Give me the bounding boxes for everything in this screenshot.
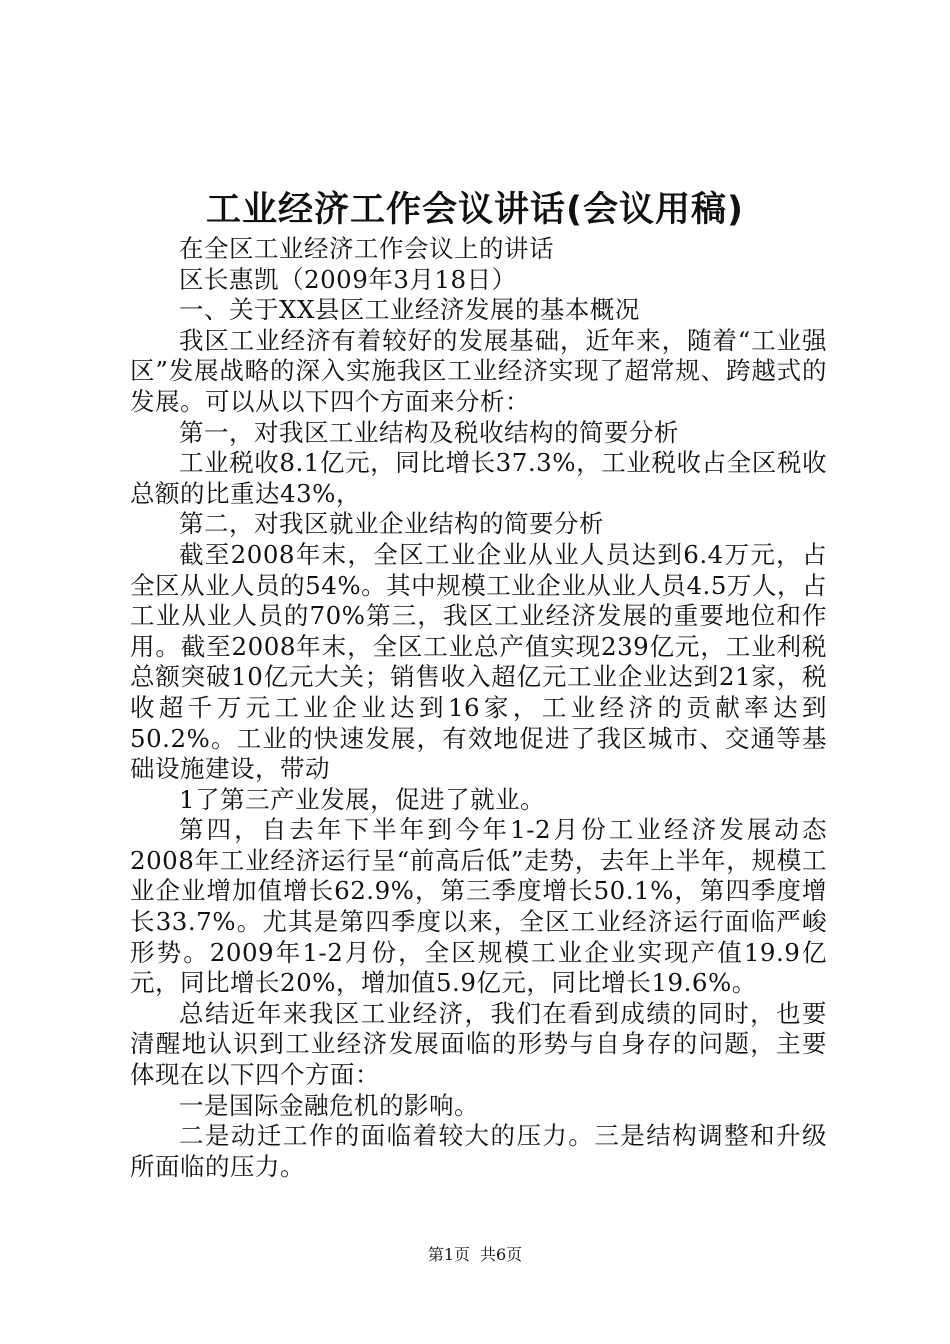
paragraph: 我区工业经济有着较好的发展基础，近年来，随着“工业强区”发展战略的深入实施我区工业经济实现了超常规、跨越式的发展。可以从以下四个方面来分析： <box>130 325 827 416</box>
paragraph: 工业税收8.1亿元，同比增长37.3%，工业税收占全区税收总额的比重达43%， <box>130 448 827 508</box>
document-body <box>130 234 827 1182</box>
paragraph: 二是动迁工作的面临着较大的压力。三是结构调整和升级所面临的压力。 <box>130 1121 827 1181</box>
page-footer <box>0 1244 950 1266</box>
page-total: 共6页 <box>480 1245 523 1264</box>
paragraph: 总结近年来我区工业经济，我们在看到成绩的同时，也要清醒地认识到工业经济发展面临的形势与自身存的问题，主要体现在以下四个方面： <box>130 998 827 1090</box>
paragraph: 截至2008年末，全区工业企业从业人员达到6.4万元，占全区从业人员的54%。其中规模工业企业从业人员4.5万人，占工业从业人员的70%第三，我区工业经济发展的重要地位和作用。截至2008年末，全区工业总产值实现239亿元，工业利税总额突破10亿元大关；销售收入超亿元工业企业达到21家，税收超千万元工业企业达到16家，工业经济的贡献率达到50.2%。工业的快速发展，有效地促进了我区城市、交通等基础设施建设，带动 <box>130 539 827 784</box>
paragraph: 1了第三产业发展，促进了就业。 <box>179 784 546 814</box>
paragraph: 一是国际金融危机的影响。 <box>179 1090 479 1120</box>
subsection-heading-2: 第二，对我区就业企业结构的简要分析 <box>179 509 604 539</box>
page-number: 第1页 <box>427 1245 470 1264</box>
subsection-heading-1: 第一，对我区工业结构及税收结构的简要分析 <box>179 417 679 447</box>
paragraph-subtitle: 在全区工业经济工作会议上的讲话 <box>179 234 554 263</box>
paragraph-speaker: 区长惠凯（2009年3月18日） <box>179 264 517 294</box>
section-heading-1: 一、关于XX县区工业经济发展的基本概况 <box>179 295 640 325</box>
paragraph: 第四，自去年下半年到今年1-2月份工业经济发展动态2008年工业经济运行呈“前高后低”走势，去年上半年，规模工业企业增加值增长62.9%，第三季度增长50.1%，第四季度增长33.7%。尤其是第四季度以来，全区工业经济运行面临严峻形势。2009年1-2月份，全区规模工业企业实现产值19.9亿元，同比增长20%，增加值5.9亿元，同比增长19.6%。 <box>130 815 827 998</box>
document-title: 工业经济工作会议讲话(会议用稿) <box>206 190 744 230</box>
